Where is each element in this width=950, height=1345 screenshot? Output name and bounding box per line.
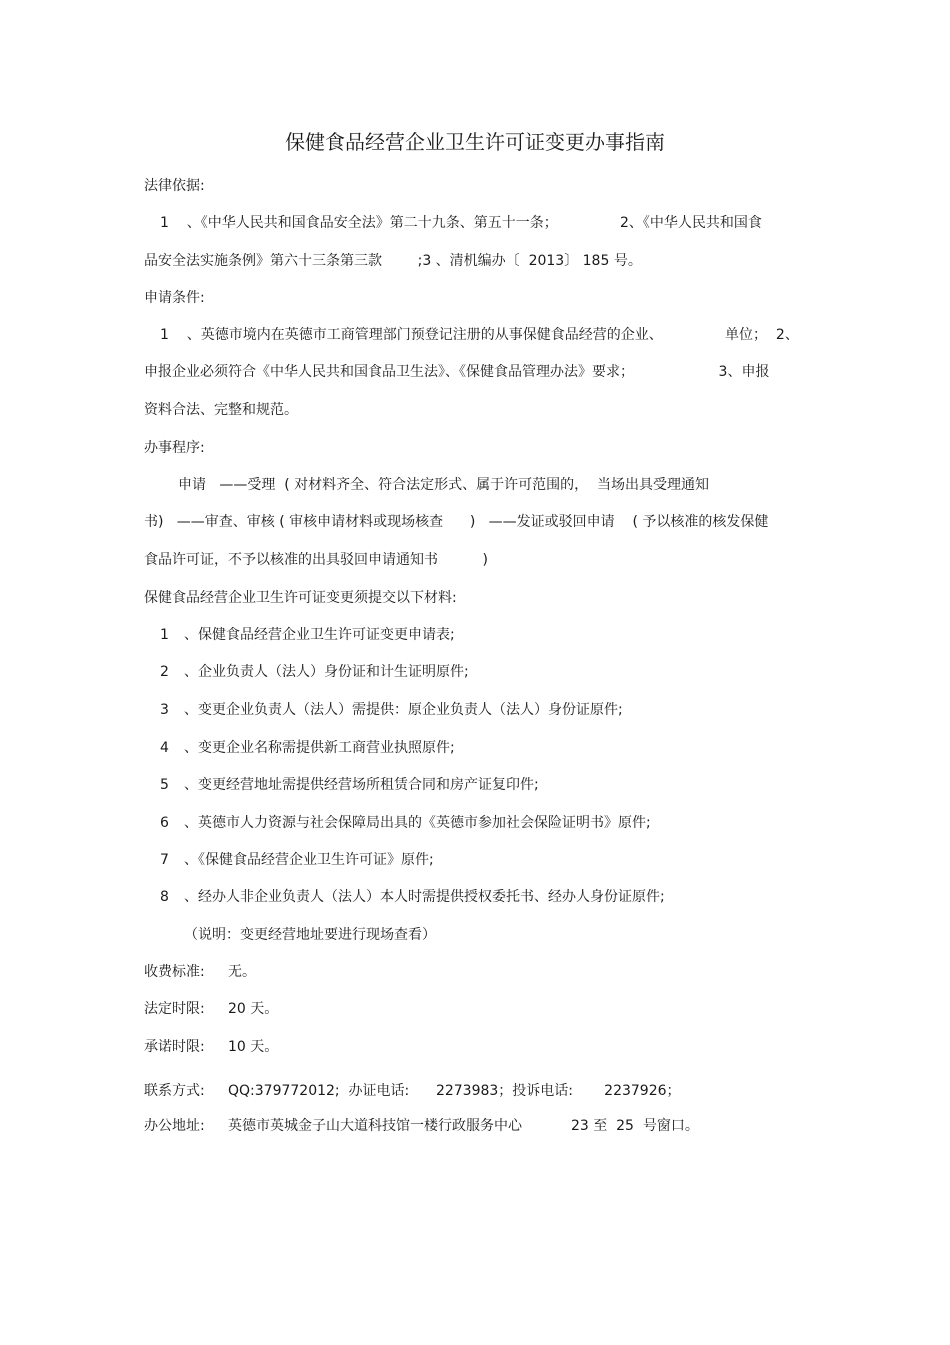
legal-basis-line-1: 1 、《中华人民共和国食品安全法》第二十九条、第五十一条； 2、《中华人民共和国食 [160,215,762,231]
material-item-text: 、英德市人力资源与社会保障局出具的《英德市参加社会保险证明书》原件; [184,815,651,831]
material-item-number: 1 [160,627,169,643]
material-item-number: 5 [160,777,169,793]
conditions-line-1: 1 、英德市境内在英德市工商管理部门预登记注册的从事保健食品经营的企业、 单位； 2、 [160,327,799,343]
promised-time-limit-value: 10 天。 [228,1039,279,1055]
procedure-line-1: 申请 ——受理 ( 对材料齐全、符合法定形式、属于许可范围的， 当场出具受理通知 [178,477,710,493]
legal-basis-line-2: 品安全法实施条例》第六十三条第三款 ;3 、清机编办〔 2013〕 185 号。 [144,253,642,269]
materials-heading: 保健食品经营企业卫生许可证变更须提交以下材料: [144,590,457,606]
material-item-number: 2 [160,664,169,680]
materials-note: （说明：变更经营地址要进行现场查看） [184,927,436,943]
material-item-text: 、《保健食品经营企业卫生许可证》原件; [184,852,434,868]
material-item-number: 3 [160,702,169,718]
material-item-text: 、经办人非企业负责人（法人）本人时需提供授权委托书、经办人身份证原件; [184,889,665,905]
fee-label: 收费标准: [144,964,205,980]
material-item-number: 6 [160,815,169,831]
address-label: 办公地址: [144,1118,205,1134]
legal-time-limit-value: 20 天。 [228,1001,279,1017]
material-item-text: 、变更企业名称需提供新工商营业执照原件; [184,740,455,756]
procedure-line-2: 书) ——审查、审核 ( 审核申请材料或现场核查 ) ——发证或驳回申请 ( 予以核准的核发保健 [144,514,769,530]
procedure-heading: 办事程序: [144,440,205,456]
procedure-line-3: 食品许可证，不予以核准的出具驳回申请通知书 ) [144,552,488,568]
document-title: 保健食品经营企业卫生许可证变更办事指南 [285,130,665,154]
material-item-number: 4 [160,740,169,756]
material-item-text: 、变更企业负责人（法人）需提供：原企业负责人（法人）身份证原件; [184,702,623,718]
material-item-number: 7 [160,852,169,868]
address-value: 英德市英城金子山大道科技馆一楼行政服务中心 23 至 25 号窗口。 [228,1118,699,1134]
material-item-number: 8 [160,889,169,905]
contact-value: QQ:379772012; 办证电话: 2273983；投诉电话: 2237926； [228,1083,681,1099]
contact-label: 联系方式: [144,1083,205,1099]
conditions-line-3: 资料合法、完整和规范。 [144,402,298,418]
promised-time-limit-label: 承诺时限: [144,1039,205,1055]
conditions-heading: 申请条件: [144,290,205,306]
conditions-line-2: 申报企业必须符合《中华人民共和国食品卫生法》、《保健食品管理办法》要求； 3、申报 [144,364,770,380]
material-item-text: 、变更经营地址需提供经营场所租赁合同和房产证复印件; [184,777,539,793]
legal-time-limit-label: 法定时限: [144,1001,205,1017]
fee-value: 无。 [228,964,256,980]
material-item-text: 、企业负责人（法人）身份证和计生证明原件; [184,664,469,680]
material-item-text: 、保健食品经营企业卫生许可证变更申请表; [184,627,455,643]
legal-basis-heading: 法律依据: [144,178,205,194]
